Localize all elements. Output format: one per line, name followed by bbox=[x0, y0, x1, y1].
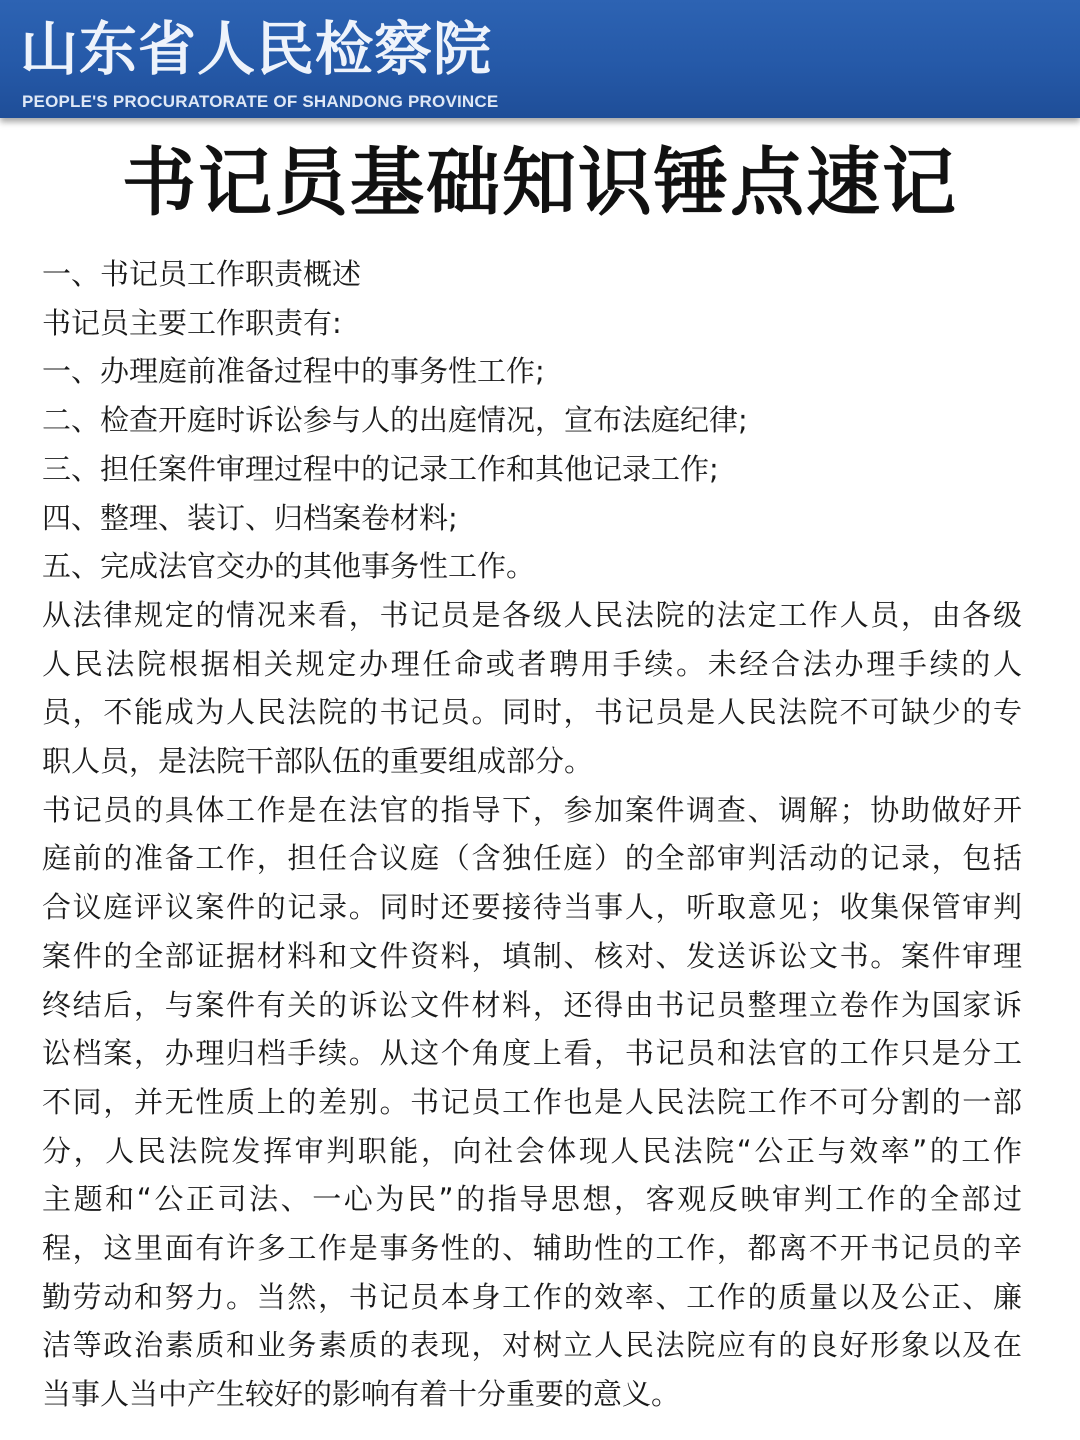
duties-intro: 书记员主要工作职责有: bbox=[42, 305, 342, 340]
header-banner bbox=[0, 0, 1080, 118]
paragraph-2-line: 程，这里面有许多工作是事务性的、辅助性的工作，都离不开书记员的辛 bbox=[42, 1231, 1022, 1266]
paragraph-1-line: 从法律规定的情况来看，书记员是各级人民法院的法定工作人员，由各级 bbox=[42, 597, 1022, 632]
paragraph-2-line: 案件的全部证据材料和文件资料，填制、核对、发送诉讼文书。案件审理 bbox=[42, 938, 1022, 973]
paragraph-2-line: 庭前的准备工作，担任合议庭（含独任庭）的全部审判活动的记录，包括 bbox=[42, 841, 1022, 876]
duty-item: 四、整理、装订、归档案卷材料; bbox=[42, 500, 458, 535]
org-name-english: PEOPLE'S PROCURATORATE OF SHANDONG PROVINCE bbox=[22, 92, 499, 111]
paragraph-1-line: 职人员，是法院干部队伍的重要组成部分。 bbox=[42, 744, 594, 779]
document-title: 书记员基础知识锤点速记 bbox=[122, 140, 958, 226]
section-heading: 一、书记员工作职责概述 bbox=[42, 257, 362, 291]
paragraph-2-line: 终结后，与案件有关的诉讼文件材料，还得由书记员整理立卷作为国家诉 bbox=[42, 987, 1022, 1022]
paragraph-2-line: 书记员的具体工作是在法官的指导下，参加案件调查、调解；协助做好开 bbox=[42, 792, 1022, 827]
paragraph-2-line: 讼档案，办理归档手续。从这个角度上看，书记员和法官的工作只是分工 bbox=[42, 1036, 1022, 1071]
paragraph-2-line: 分，人民法院发挥审判职能，向社会体现人民法院“公正与效率”的工作 bbox=[42, 1133, 1022, 1168]
duty-item: 二、检查开庭时诉讼参与人的出庭情况，宣布法庭纪律; bbox=[42, 403, 748, 438]
paragraph-1-line: 人民法院根据相关规定办理任命或者聘用手续。未经合法办理手续的人 bbox=[42, 646, 1022, 681]
document-body bbox=[42, 250, 1022, 1419]
paragraph-2-line: 合议庭评议案件的记录。同时还要接待当事人，听取意见；收集保管审判 bbox=[42, 890, 1022, 925]
paragraph-2-line: 不同，并无性质上的差别。书记员工作也是人民法院工作不可分割的一部 bbox=[42, 1084, 1022, 1119]
duty-item: 一、办理庭前准备过程中的事务性工作; bbox=[42, 354, 545, 389]
paragraph-2-line: 洁等政治素质和业务素质的表现，对树立人民法院应有的良好形象以及在 bbox=[42, 1328, 1022, 1363]
duty-item: 五、完成法官交办的其他事务性工作。 bbox=[42, 549, 536, 584]
duty-item: 三、担任案件审理过程中的记录工作和其他记录工作; bbox=[42, 451, 719, 486]
paragraph-1-line: 员，不能成为人民法院的书记员。同时，书记员是人民法院不可缺少的专 bbox=[42, 695, 1022, 730]
paragraph-2-line: 主题和“公正司法、一心为民”的指导思想，客观反映审判工作的全部过 bbox=[42, 1182, 1022, 1217]
org-name-chinese: 山东省人民检察院 bbox=[20, 15, 493, 83]
paragraph-2-line: 勤劳动和努力。当然，书记员本身工作的效率、工作的质量以及公正、廉 bbox=[42, 1279, 1022, 1314]
paragraph-2-line: 当事人当中产生较好的影响有着十分重要的意义。 bbox=[42, 1377, 681, 1412]
